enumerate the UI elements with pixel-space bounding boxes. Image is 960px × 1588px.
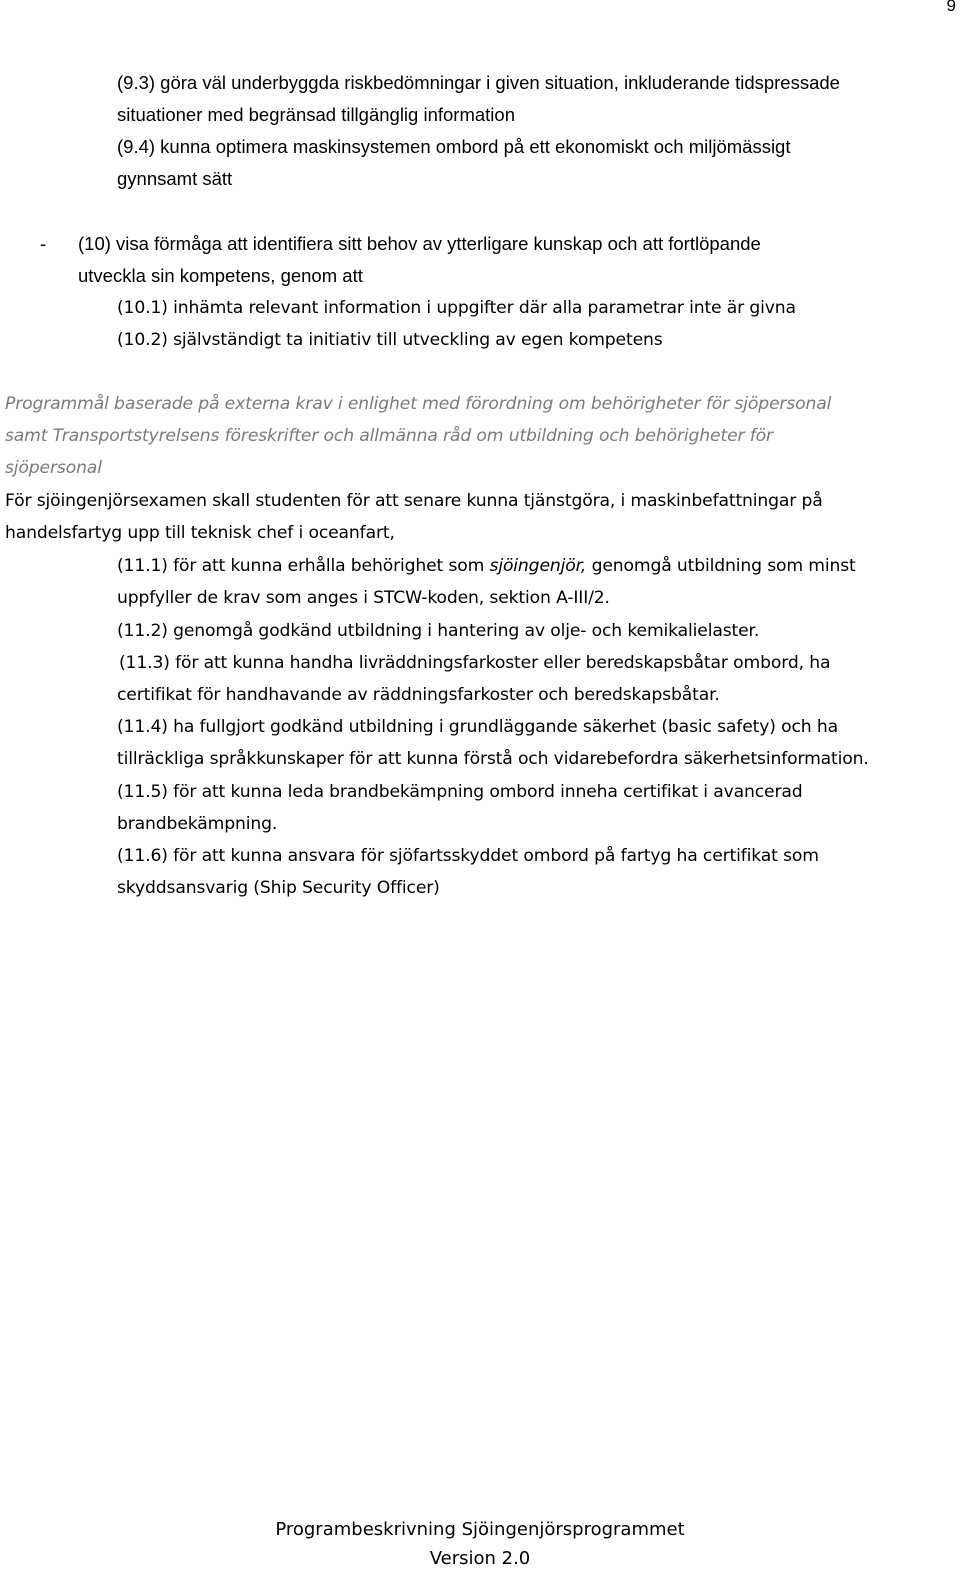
list-bullet-dash: - [40, 233, 47, 254]
footer-title: Programbeskrivning Sjöingenjörsprogrammet [275, 1519, 685, 1540]
list-item: (11.4) ha fullgjort godkänd utbildning i grundläggande säkerhet (basic safety) och ha [117, 717, 838, 737]
list-item: (11.2) genomgå godkänd utbildning i hantering av olje- och kemikalielaster. [117, 621, 760, 641]
page-number: 9 [946, 0, 956, 15]
list-item: (11.3) för att kunna handha livräddningsfarkoster eller beredskapsbåtar ombord, ha [119, 653, 831, 673]
text-line: skyddsansvarig (Ship Security Officer) [117, 878, 440, 898]
text-line: brandbekämpning. [117, 814, 278, 834]
text-line: utveckla sin kompetens, genom att [78, 265, 363, 286]
text-line: tillräckliga språkkunskaper för att kunna förstå och vidarebefordra säkerhetsinformation. [117, 749, 869, 769]
section-heading: samt Transportstyrelsens föreskrifter och allmänna råd om utbildning och behörigheter för [5, 426, 773, 446]
text-line: (10) visa förmåga att identifiera sitt behov av ytterligare kunskap och att fortlöpande [78, 233, 761, 254]
paragraph-line: handelsfartyg upp till teknisk chef i oceanfart, [5, 523, 395, 543]
text-line: (9.4) kunna optimera maskinsystemen ombord på ett ekonomiskt och miljömässigt [117, 136, 791, 157]
text-line: (10.2) självständigt ta initiativ till utveckling av egen kompetens [117, 330, 663, 350]
list-item: (11.6) för att kunna ansvara för sjöfartsskyddet ombord på fartyg ha certifikat som [117, 846, 819, 866]
footer-version: Version 2.0 [429, 1548, 531, 1569]
section-heading: Programmål baserade på externa krav i enlighet med förordning om behörigheter för sjöpersonal [5, 394, 832, 414]
text-line: uppfyller de krav som anges i STCW-koden, sektion A-III/2. [117, 588, 610, 608]
text-line: gynnsamt sätt [117, 168, 233, 189]
italic-term: sjöingenjör, [489, 556, 587, 576]
text-span: genomgå utbildning som minst [586, 556, 856, 576]
section-heading: sjöpersonal [5, 458, 102, 478]
text-line: (10.1) inhämta relevant information i uppgifter där alla parametrar inte är givna [117, 298, 796, 318]
text-line: (9.3) göra väl underbyggda riskbedömningar i given situation, inkluderande tidspressade [117, 72, 840, 93]
list-item: (11.5) för att kunna leda brandbekämpning ombord inneha certifikat i avancerad [117, 782, 803, 802]
paragraph-line: För sjöingenjörsexamen skall studenten för att senare kunna tjänstgöra, i maskinbefattningar på [5, 491, 823, 511]
list-item [117, 554, 856, 578]
text-line: certifikat för handhavande av räddningsfarkoster och beredskapsbåtar. [117, 685, 720, 705]
text-line: situationer med begränsad tillgänglig information [117, 104, 515, 125]
text-span: (11.1) för att kunna erhålla behörighet som [117, 556, 490, 576]
